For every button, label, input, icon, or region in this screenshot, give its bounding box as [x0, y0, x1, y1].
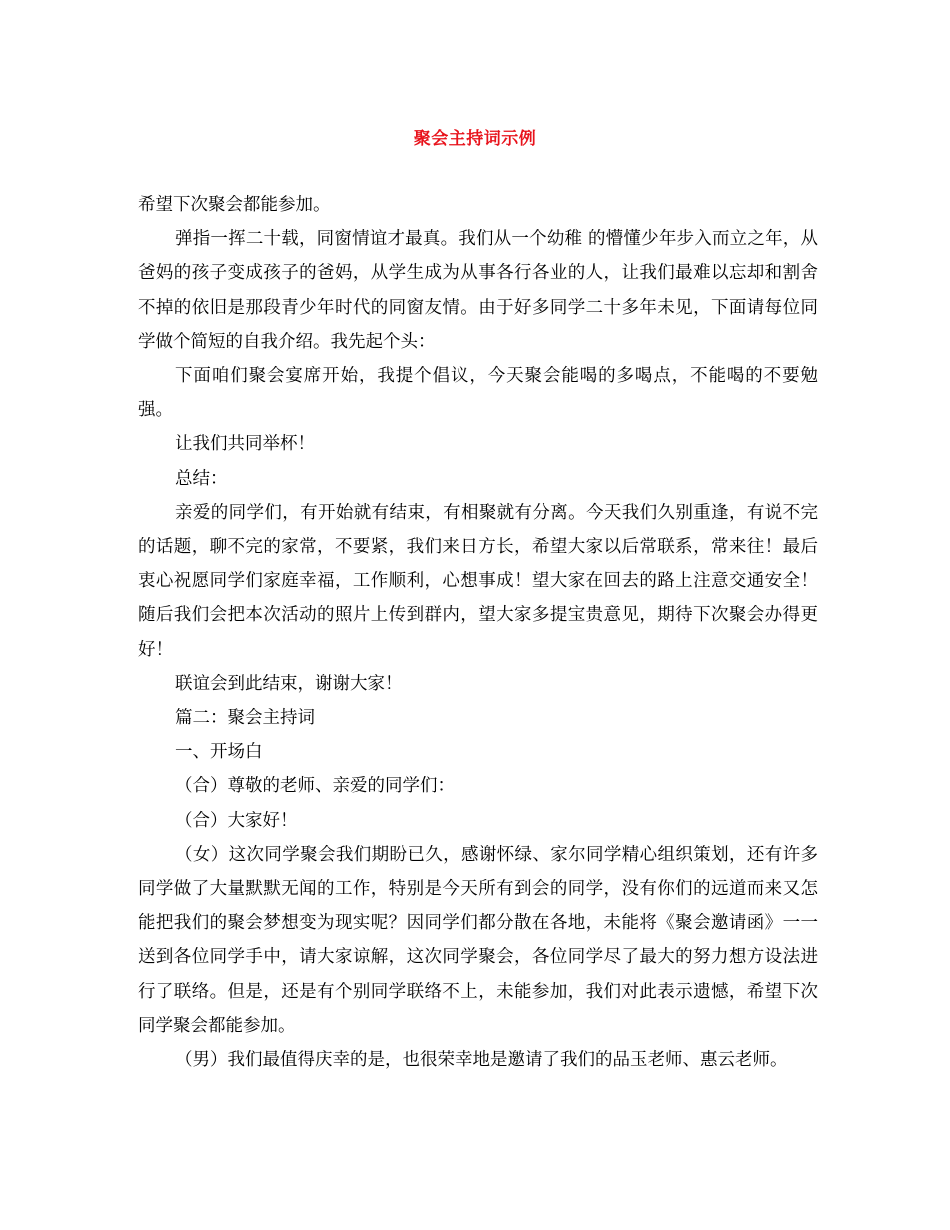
body-paragraph: 一、开场白	[175, 742, 263, 763]
body-paragraph: 总结：	[175, 468, 228, 489]
body-paragraph: （女）这次同学聚会我们期盼已久，感谢怀绿、家尔同学精心组织策划，还有许多同学做了大量默默无闻的工作，特别是今天所有到会的同学，没有你们的远道而来又怎能把我们的聚会梦想变为现实呢？因同学们都分散在各地，未能将《聚会邀请函》一一送到各位同学手中，请大家谅解，这次同学聚会，各位同学尽了最大的努力想方设法进行了联络。但是，还是有个别同学联络不上，未能参加，我们对此表示遗憾，希望下次同学聚会都能参加。	[138, 844, 818, 1036]
body-paragraph: 让我们共同举杯！	[175, 434, 315, 455]
body-paragraph: （合）尊敬的老师、亲爱的同学们：	[175, 776, 455, 797]
document-title: 聚会主持词示例	[413, 129, 537, 149]
body-paragraph: 弹指一挥二十载，同窗情谊才最真。我们从一个幼稚 的懵懂少年步入而立之年，从爸妈的孩子变成孩子的爸妈，从学生成为从事各行各业的人，让我们最难以忘却和割舍不掉的依旧是那段青少年时代的同窗友情。由于好多同学二十多年未见，下面请每位同学做个简短的自我介绍。我先起个头：	[138, 229, 818, 352]
body-paragraph: 希望下次聚会都能参加。	[138, 195, 331, 215]
body-paragraph: 亲爱的同学们，有开始就有结束，有相聚就有分离。今天我们久别重逢，有说不完的话题，聊不完的家常，不要紧，我们来日方长，希望大家以后常联系，常来往！最后衷心祝愿同学们家庭幸福，工作顺利，心想事成！望大家在回去的路上注意交通安全！随后我们会把本次活动的照片上传到群内，望大家多提宝贵意见，期待下次聚会办得更好！	[138, 502, 818, 660]
body-paragraph: （合）大家好！	[175, 810, 298, 831]
document-body	[138, 188, 818, 1077]
body-paragraph: 下面咱们聚会宴席开始，我提个倡议，今天聚会能喝的多喝点，不能喝的不要勉强。	[138, 366, 818, 421]
body-paragraph: 篇二：聚会主持词	[175, 708, 315, 729]
body-paragraph: （男）我们最值得庆幸的是，也很荣幸地是邀请了我们的品玉老师、惠云老师。	[175, 1050, 788, 1071]
body-paragraph: 联谊会到此结束，谢谢大家！	[175, 673, 403, 694]
